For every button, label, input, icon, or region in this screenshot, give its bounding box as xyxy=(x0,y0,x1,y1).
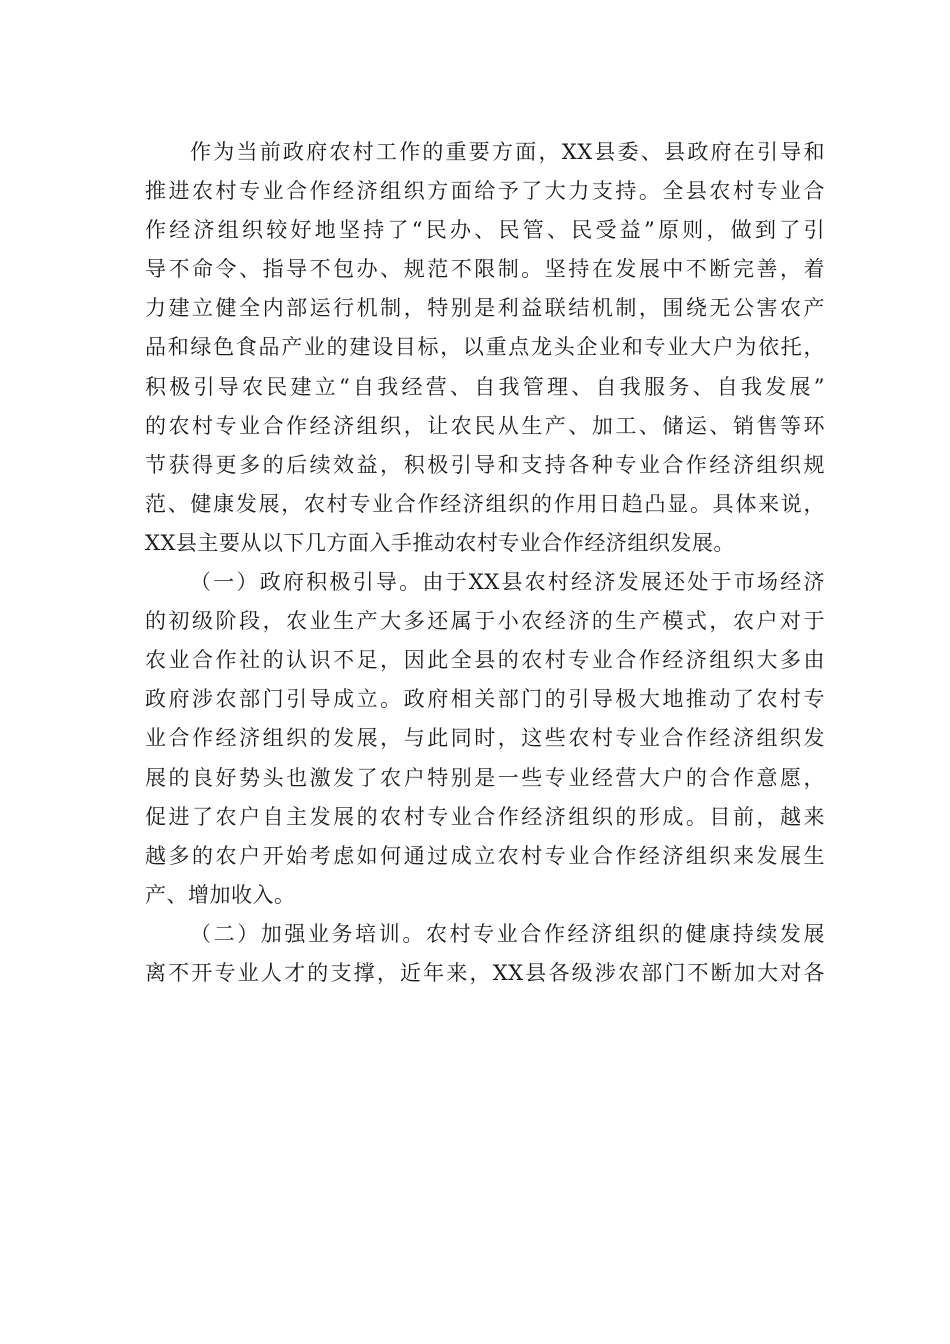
text-line: 政府涉农部门引导成立。政府相关部门的引导极大地推动了农村专 xyxy=(145,687,825,712)
text-line: （二）加强业务培训。农村专业合作经济组织的健康持续发展 xyxy=(190,921,825,946)
text-line: 范、健康发展，农村专业合作经济组织的作用日趋凸显。具体来说， xyxy=(145,491,825,516)
document-body xyxy=(145,133,825,993)
text-line: 的初级阶段，农业生产大多还属于小农经济的生产模式，农户对于 xyxy=(145,609,825,634)
paragraph-2 xyxy=(145,563,825,915)
paragraph-3 xyxy=(145,915,825,993)
text-line: 产、增加收入。 xyxy=(145,882,296,907)
text-line: 推进农村专业合作经济组织方面给予了大力支持。全县农村专业合 xyxy=(145,179,825,204)
text-line: 积极引导农民建立“自我经营、自我管理、自我服务、自我发展” xyxy=(145,374,825,399)
text-line: 品和绿色食品产业的建设目标，以重点龙头企业和专业大户为依托， xyxy=(145,335,825,360)
text-line: 作为当前政府农村工作的重要方面，XX县委、县政府在引导和 xyxy=(190,140,825,164)
text-line: 农业合作社的认识不足，因此全县的农村专业合作经济组织大多由 xyxy=(145,648,825,673)
text-line: 展的良好势头也激发了农户特别是一些专业经营大户的合作意愿， xyxy=(145,765,825,790)
text-line: 节获得更多的后续效益，积极引导和支持各种专业合作经济组织规 xyxy=(145,452,825,477)
text-line: 力建立健全内部运行机制，特别是利益联结机制，围绕无公害农产 xyxy=(145,296,825,321)
text-line: 的农村专业合作经济组织，让农民从生产、加工、储运、销售等环 xyxy=(145,413,825,438)
text-line: XX县主要从以下几方面入手推动农村专业合作经济组织发展。 xyxy=(145,530,735,555)
text-line: 作经济组织较好地坚持了“民办、民管、民受益”原则，做到了引 xyxy=(145,218,825,243)
text-line: 促进了农户自主发展的农村专业合作经济组织的形成。目前，越来 xyxy=(145,804,825,829)
text-line: 离不开专业人才的支撑，近年来，XX县各级涉农部门不断加大对各 xyxy=(145,960,825,985)
paragraph-1 xyxy=(145,133,825,563)
text-line: 导不命令、指导不包办、规范不限制。坚持在发展中不断完善，着 xyxy=(145,257,825,282)
text-line: 业合作经济组织的发展，与此同时，这些农村专业合作经济组织发 xyxy=(145,726,825,751)
text-line: （一）政府积极引导。由于XX县农村经济发展还处于市场经济 xyxy=(190,570,825,595)
text-line: 越多的农户开始考虑如何通过成立农村专业合作经济组织来发展生 xyxy=(145,843,825,868)
